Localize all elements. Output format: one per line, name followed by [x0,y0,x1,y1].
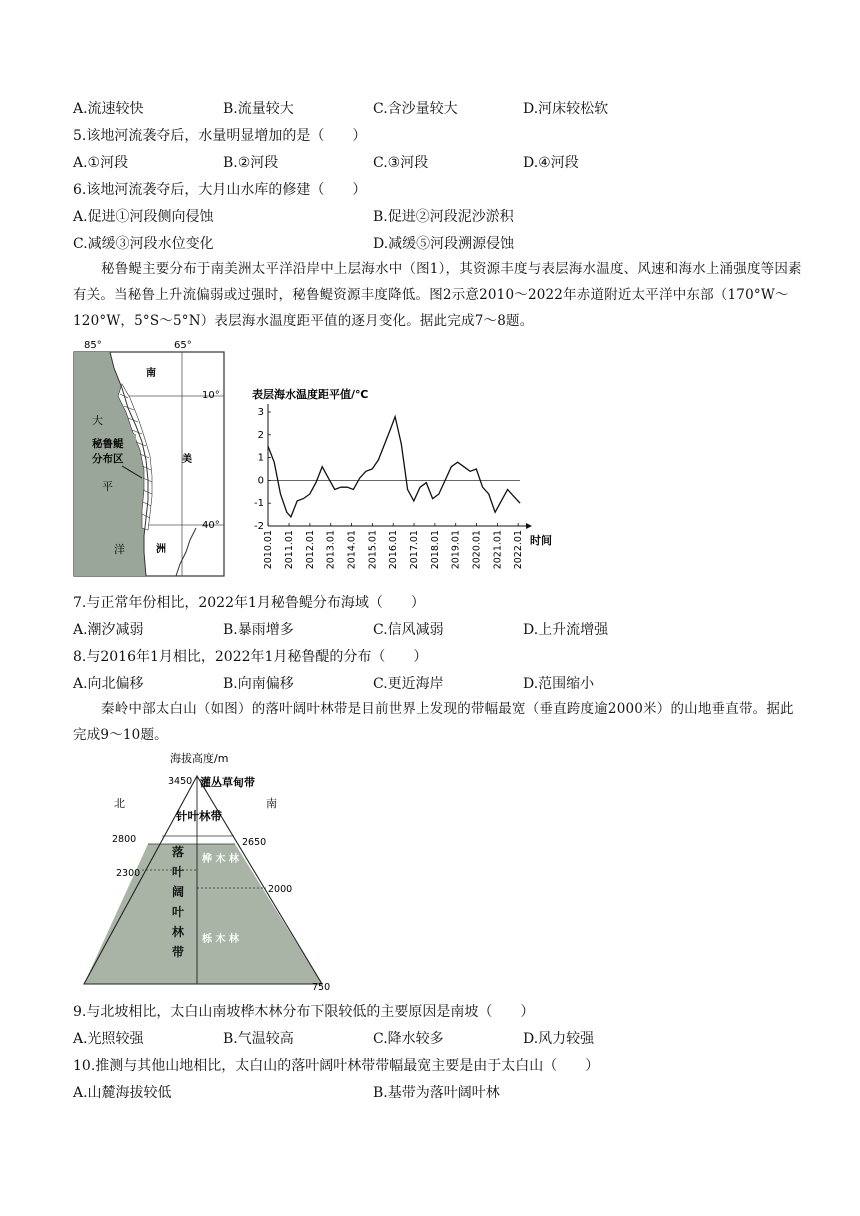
q6-option-a[interactable]: A.促进①河段侧向侵蚀 [73,209,214,225]
q9-stem: 9.与北坡相比，太白山南坡桦木林分布下限较低的主要原因是南坡（ ） [73,1004,535,1020]
q6-options-row1 [73,206,793,226]
q9-option-c[interactable]: C.降水较多 [373,1031,444,1047]
q8-option-c[interactable]: C.更近海岸 [373,676,444,692]
sst-series-line [268,417,520,517]
svg-text:2650: 2650 [242,837,267,848]
q8-option-b[interactable]: B.向南偏移 [223,676,294,692]
q7-option-a[interactable]: A.潮汐减弱 [73,622,144,638]
svg-text:美: 美 [182,454,192,465]
chart-x-arrow [526,523,532,529]
svg-text:分布区: 分布区 [92,453,124,465]
svg-text:落: 落 [172,845,185,859]
chart-y-tick-label: 3 [257,407,264,418]
q10-stem: 10.推测与其他山地相比，太白山的落叶阔叶林带带幅最宽主要是由于太白山（ ） [73,1058,600,1074]
chart-x-tick-label: 2019.01 [450,530,462,570]
q5-stem: 5.该地河流袭夺后，水量明显增加的是（ ） [73,128,367,144]
chart-x-tick-label: 2014.01 [346,530,358,570]
q7-option-d[interactable]: D.上升流增强 [523,622,609,638]
chart-y-tick-label: -2 [254,521,264,532]
chart-x-tick-label: 2011.01 [284,530,296,570]
chart-x-tick-label: 2017.01 [409,530,421,570]
chart-ylabel: 表层海水温度距平值/℃ [252,388,369,401]
chart-x-tick-label: 2020.01 [471,530,483,570]
q7-option-c[interactable]: C.信风减弱 [373,622,444,638]
svg-text:海拔高度/m: 海拔高度/m [170,752,229,765]
q10-option-a[interactable]: A.山麓海拔较低 [73,1085,172,1101]
q8-option-d[interactable]: D.范围缩小 [523,676,595,692]
chart-y-tick-label: -1 [254,498,264,510]
svg-text:大: 大 [92,414,103,427]
svg-text:洋: 洋 [114,543,125,556]
svg-text:85°: 85° [84,340,102,351]
svg-text:南: 南 [266,797,277,810]
q6-option-c[interactable]: C.减缓③河段水位变化 [73,236,214,252]
svg-text:叶: 叶 [172,905,185,919]
q9-option-b[interactable]: B.气温较高 [223,1031,294,1047]
q6-stem: 6.该地河流袭夺后，大月山水库的修建（ ） [73,182,367,198]
chart-y-tick-label: 1 [257,452,264,464]
q4-option-a[interactable]: A.流速较快 [73,101,144,117]
svg-text:南: 南 [146,368,156,379]
chart-x-tick-label: 2018.01 [429,530,441,570]
q10-options [73,1082,793,1102]
q7-options [73,619,793,639]
svg-text:栎 木 林: 栎 木 林 [202,934,239,945]
svg-text:阔: 阔 [172,885,185,899]
q9-options [73,1028,793,1048]
q7-stem: 7.与正常年份相比，2022年1月秘鲁鳀分布海域（ ） [73,595,425,611]
mountain-zone-diagram [80,748,340,990]
svg-text:叶: 叶 [172,865,185,879]
svg-text:北: 北 [114,797,125,810]
q8-stem: 8.与2016年1月相比，2022年1月秘鲁醍的分布（ ） [73,649,428,665]
q4-option-c[interactable]: C.含沙量较大 [373,101,458,117]
q7-option-b[interactable]: B.暴雨增多 [223,622,294,638]
svg-text:平: 平 [102,480,113,493]
chart-x-tick-label: 2013.01 [325,530,337,570]
passage-peruvian-anchovy: 秘鲁鳀主要分布于南美洲太平洋沿岸中上层海水中（图1），其资源丰度与表层海水温度、风速和海水上涌强度等因素有关。当秘鲁上升流偏弱或过强时，秘鲁鳀资源丰度降低。图2示意2010～2022年赤道附近太平洋中东部（170°W～120°W，5°S～5°N）表层海水温度距平值的逐月变化。据此完成7～8题。 [73,261,802,329]
svg-text:带: 带 [172,945,185,959]
sst-anomaly-chart [238,384,558,584]
chart-x-tick-label: 2016.01 [388,530,400,570]
svg-text:40°: 40° [202,520,220,531]
chart-x-tick-label: 2010.01 [263,530,275,570]
q5-option-d[interactable]: D.④河段 [523,155,579,171]
chart-x-tick-label: 2021.01 [492,530,504,570]
q9-option-a[interactable]: A.光照较强 [73,1031,144,1047]
svg-text:2300: 2300 [116,868,141,879]
svg-text:洲: 洲 [156,544,166,555]
q5-options [73,152,793,172]
q6-option-d[interactable]: D.减缓⑤河段溯源侵蚀 [373,236,515,252]
chart-y-tick-label: 0 [257,475,264,487]
q4-options [73,98,793,118]
q6-options-row2 [73,233,793,253]
q4-option-b[interactable]: B.流量较大 [223,101,294,117]
q6-option-b[interactable]: B.促进②河段泥沙淤积 [373,209,514,225]
chart-x-tick-label: 2022.01 [513,530,525,570]
chart-x-tick-label: 2015.01 [367,530,379,570]
svg-text:750: 750 [312,982,331,990]
svg-text:灌丛草甸带: 灌丛草甸带 [200,776,255,789]
chart-y-tick-label: 2 [257,429,264,441]
map-figure [70,338,230,578]
svg-text:3450: 3450 [168,776,193,787]
chart-x-tick-label: 2012.01 [304,530,316,570]
q9-option-d[interactable]: D.风力较强 [523,1031,595,1047]
passage-taibai-mountain: 秦岭中部太白山（如图）的落叶阔叶林带是目前世界上发现的带幅最宽（垂直跨度逾2000米）的山地垂直带。据此完成9～10题。 [73,701,794,743]
q5-option-c[interactable]: C.③河段 [373,155,429,171]
svg-text:2800: 2800 [112,834,137,845]
svg-text:2000: 2000 [268,884,293,895]
q5-option-b[interactable]: B.②河段 [223,155,279,171]
chart-xlabel: 时间 [530,534,552,547]
svg-text:针叶林带: 针叶林带 [176,809,222,823]
svg-text:65°: 65° [174,340,192,351]
q4-option-d[interactable]: D.河床较松软 [523,101,609,117]
svg-text:桦 木 林: 桦 木 林 [202,854,239,865]
q5-option-a[interactable]: A.①河段 [73,155,129,171]
svg-text:10°: 10° [202,390,220,401]
q8-option-a[interactable]: A.向北偏移 [73,676,144,692]
q8-options [73,673,793,693]
svg-text:秘鲁鳀: 秘鲁鳀 [92,438,124,450]
q10-option-b[interactable]: B.基带为落叶阔叶林 [373,1085,500,1101]
svg-text:林: 林 [172,925,185,939]
